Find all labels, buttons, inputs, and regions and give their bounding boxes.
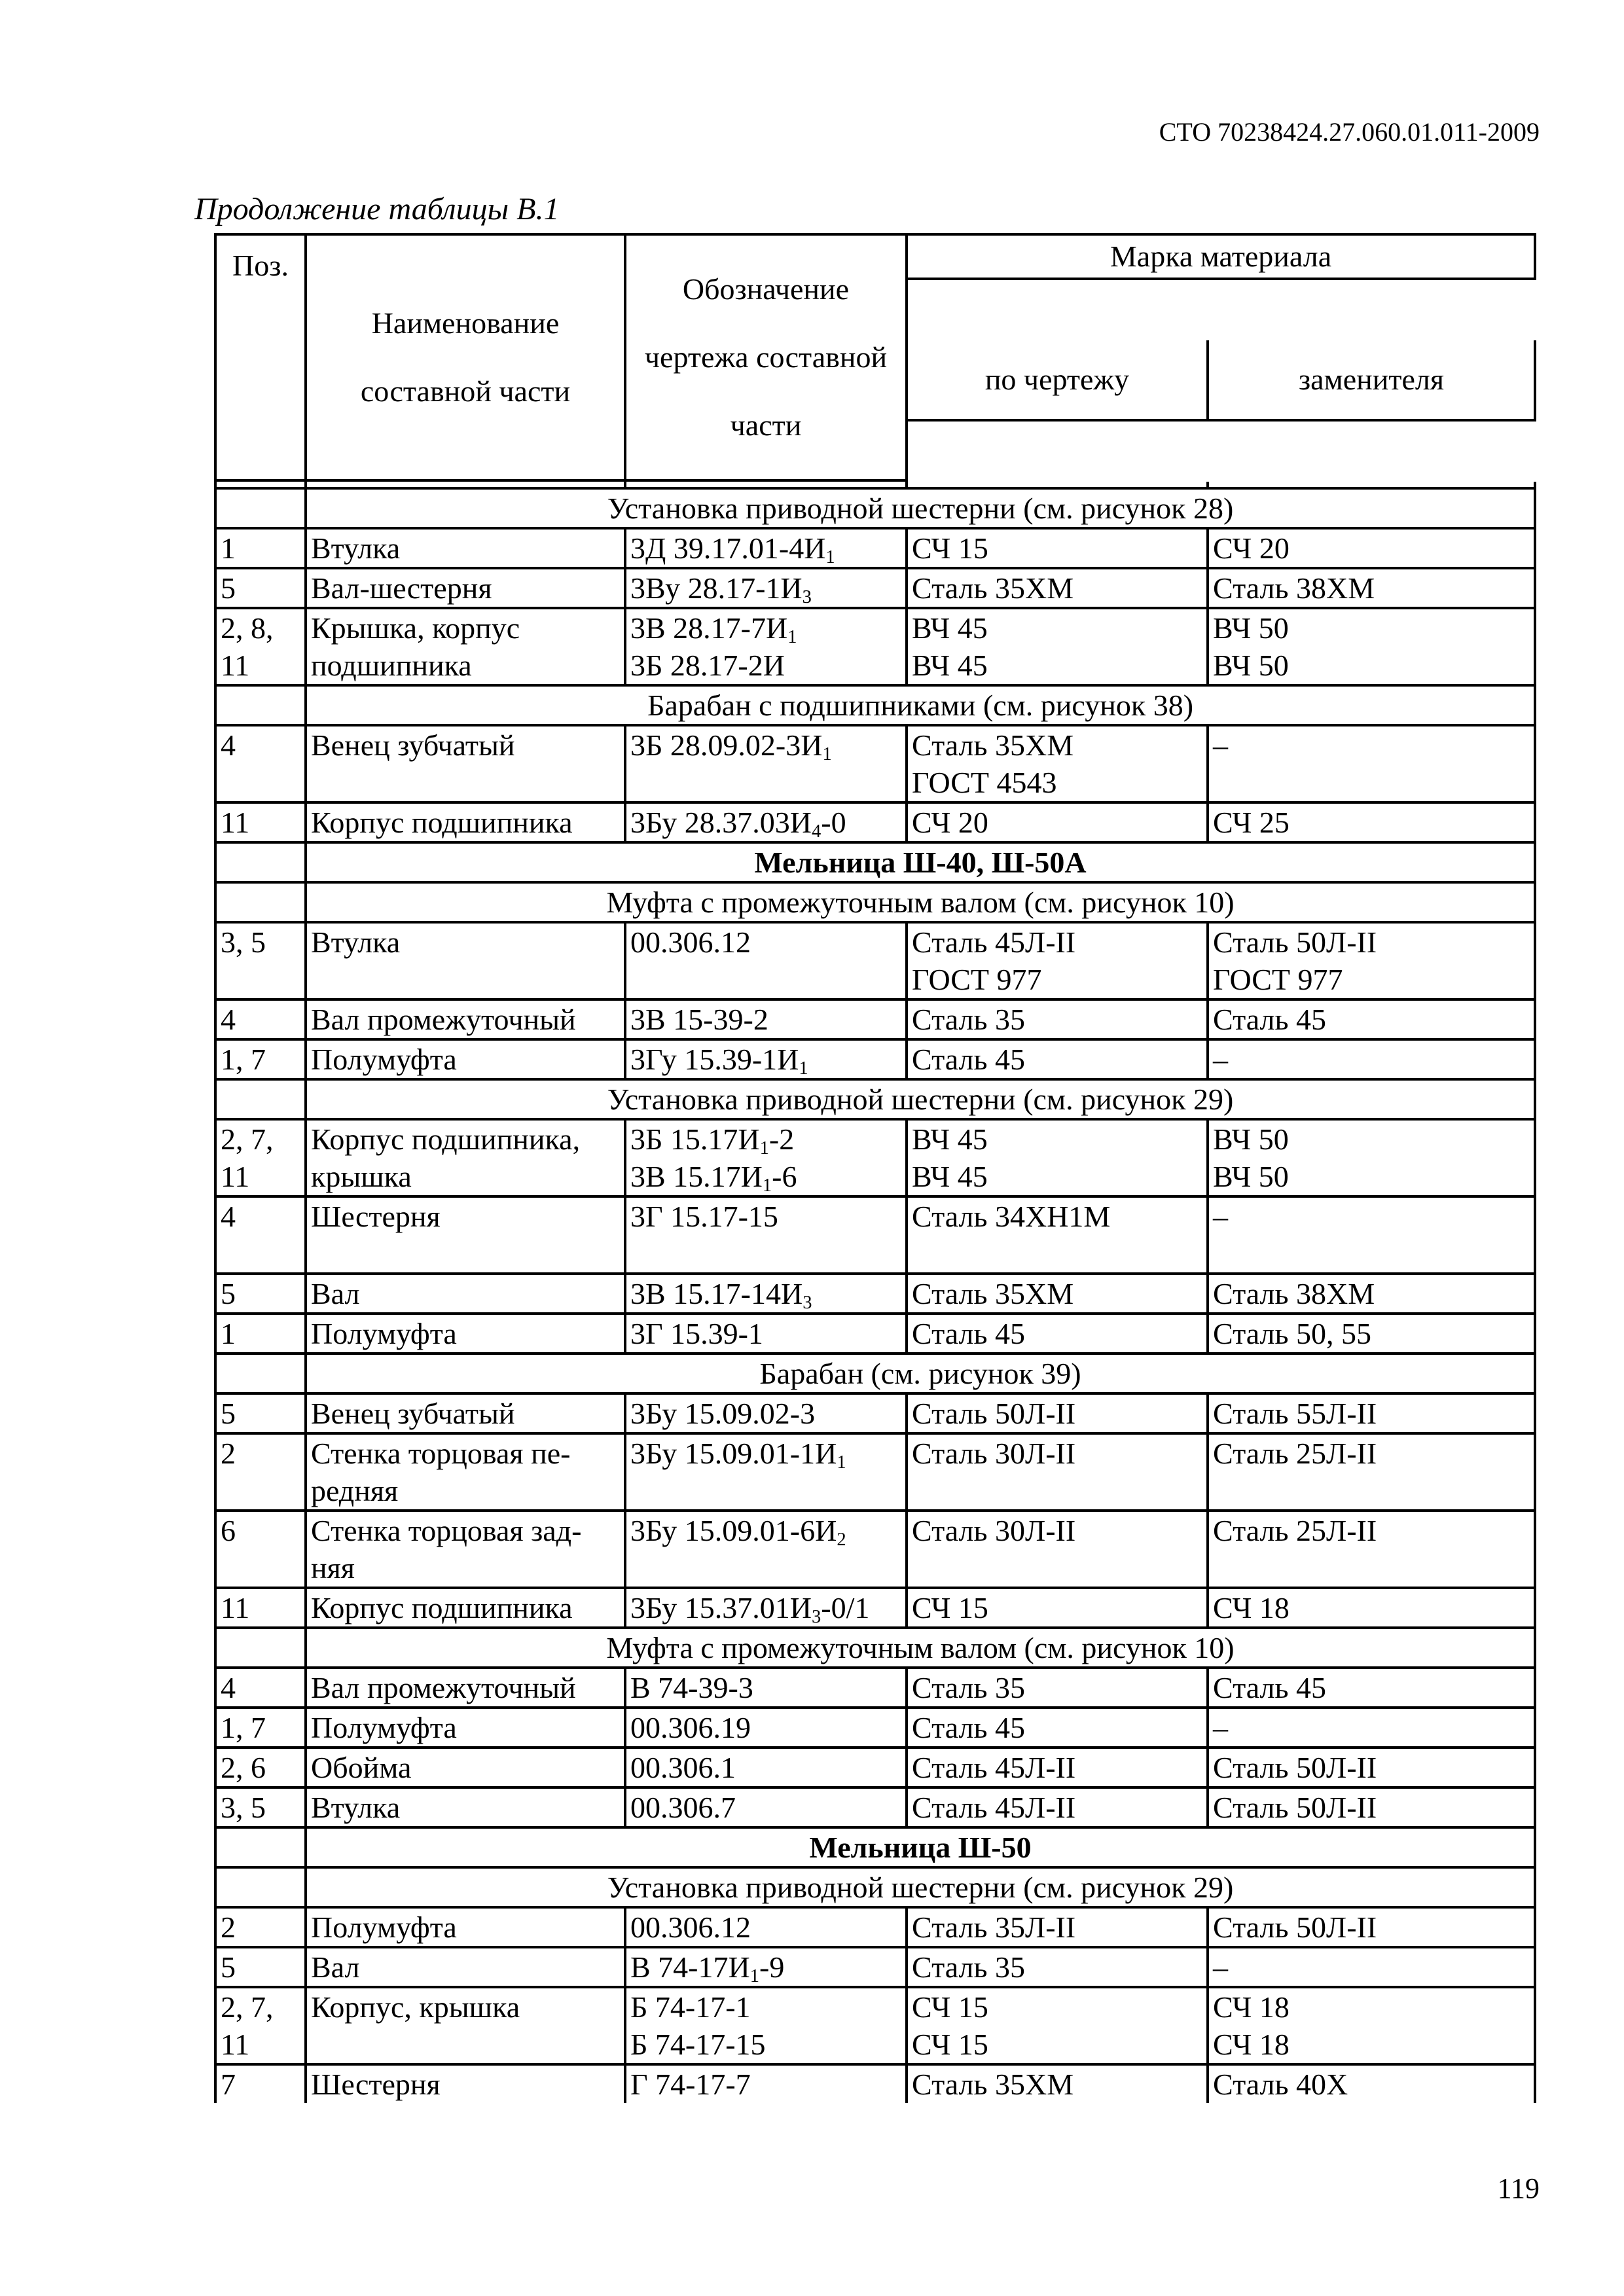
cell-drawing: 3Д $39.17.01-4И_1$ (626, 529, 908, 569)
cell-mat: Сталь 35ХМ ГОСТ 4543 (908, 726, 1209, 804)
cell-name: Корпус подшипника (307, 1589, 626, 1629)
subscript: 2 (837, 1530, 846, 1551)
header-name-line: составной части (360, 374, 571, 408)
subscript: 1 (759, 1138, 769, 1159)
cell-drawing: 00.306.7 (626, 1789, 908, 1829)
cell-drawing: В 74-39-3 (626, 1669, 908, 1709)
cell-sub: Сталь 25Л-II (1209, 1512, 1536, 1589)
table-caption: Продолжение таблицы В.1 (194, 192, 560, 226)
header-by-drawing: по чертежу (908, 340, 1209, 422)
cell-sub: Сталь 50Л-II (1209, 1749, 1536, 1789)
cell-mat: Сталь 30Л-II (908, 1512, 1209, 1589)
cell-sub: – (1209, 726, 1536, 804)
cell-sub: ВЧ 50 ВЧ 50 (1209, 1121, 1536, 1198)
cell-drawing: 3Б $28.09.02-3И_1$ (626, 726, 908, 804)
section-pos-empty (217, 844, 307, 884)
cell-sub: Сталь 40Х (1209, 2066, 1536, 2103)
cell-sub: – (1209, 1041, 1536, 1081)
cell-pos: 5 (217, 569, 307, 609)
cell-mat: Сталь 45Л-II ГОСТ 977 (908, 924, 1209, 1001)
subscript: 1 (762, 1175, 772, 1196)
cell-name: Шестерня (307, 1198, 626, 1275)
subscript: 3 (803, 1293, 812, 1314)
cell-sub: – (1209, 1198, 1536, 1275)
cell-mat: Сталь 34ХН1М (908, 1198, 1209, 1275)
cell-pos: 2, 8, 11 (217, 609, 307, 687)
cell-sub: Сталь 50Л-II ГОСТ 977 (1209, 924, 1536, 1001)
subscript: 3 (802, 587, 812, 608)
section-pos-empty (217, 687, 307, 726)
subscript: 1 (749, 1966, 759, 1987)
section-title: Установка приводной шестерни (см. рисунок 28) (307, 490, 1536, 529)
cell-pos: 11 (217, 804, 307, 844)
cell-pos: 4 (217, 726, 307, 804)
section-title: Барабан (см. рисунок 39) (307, 1355, 1536, 1395)
header-drawing (626, 236, 908, 482)
cell-drawing: 3Бу $28.37.03И_4-0$ (626, 804, 908, 844)
cell-drawing: 3Бу $15.09.01-1И_1$ (626, 1435, 908, 1512)
cell-drawing: 3Г 15.39-1 (626, 1315, 908, 1355)
cell-sub: – (1209, 1709, 1536, 1749)
cell-pos: 5 (217, 1275, 307, 1315)
cell-sub: Сталь 50, 55 (1209, 1315, 1536, 1355)
header-substitute: заменителя (1209, 340, 1536, 422)
header-gap (217, 482, 307, 490)
cell-drawing: 3Бу $15.37.01И_3-0/1$ (626, 1589, 908, 1629)
subscript: 1 (787, 627, 797, 648)
subscript: 1 (837, 1452, 846, 1473)
cell-mat: Сталь 35Л-II (908, 1909, 1209, 1948)
cell-name: Полумуфта (307, 1909, 626, 1948)
cell-sub: Сталь 55Л-II (1209, 1395, 1536, 1435)
cell-name: Стенка торцовая пе- редняя (307, 1435, 626, 1512)
cell-pos: 2 (217, 1435, 307, 1512)
cell-mat: Сталь 35 (908, 1001, 1209, 1041)
cell-sub: Сталь 50Л-II (1209, 1789, 1536, 1829)
cell-mat: Сталь 50Л-II (908, 1395, 1209, 1435)
cell-name: Полумуфта (307, 1709, 626, 1749)
cell-sub: Сталь 45 (1209, 1001, 1536, 1041)
cell-pos: 11 (217, 1589, 307, 1629)
cell-mat: Сталь 35 (908, 1669, 1209, 1709)
cell-sub: – (1209, 1948, 1536, 1988)
cell-pos: 2, 7, 11 (217, 1988, 307, 2066)
cell-mat: Сталь 35 (908, 1948, 1209, 1988)
cell-drawing: 3Бу $15.09.01-6И_2$ (626, 1512, 908, 1589)
cell-drawing: 3В $15.17-14И_3$ (626, 1275, 908, 1315)
cell-drawing: 00.306.1 (626, 1749, 908, 1789)
cell-drawing: 3Гу $15.39-1И_1$ (626, 1041, 908, 1081)
cell-name: Вал промежуточный (307, 1669, 626, 1709)
section-title: Установка приводной шестерни (см. рисунок 29) (307, 1081, 1536, 1121)
section-title-bold: Мельница Ш-50 (307, 1829, 1536, 1869)
header-gap (626, 482, 908, 490)
header-gap (908, 482, 1209, 490)
cell-mat: Сталь 35ХМ (908, 2066, 1209, 2103)
section-pos-empty (217, 1869, 307, 1909)
cell-mat: Сталь 30Л-II (908, 1435, 1209, 1512)
cell-pos: 4 (217, 1669, 307, 1709)
cell-pos: 1, 7 (217, 1041, 307, 1081)
header-gap (307, 482, 626, 490)
cell-pos: 1, 7 (217, 1709, 307, 1749)
cell-mat: СЧ 20 (908, 804, 1209, 844)
cell-mat: Сталь 35ХМ (908, 1275, 1209, 1315)
cell-drawing: Г 74-17-7 (626, 2066, 908, 2103)
section-title: Барабан с подшипниками (см. рисунок 38) (307, 687, 1536, 726)
cell-pos: 2, 6 (217, 1749, 307, 1789)
header-gap (1209, 482, 1536, 490)
cell-mat: ВЧ 45 ВЧ 45 (908, 609, 1209, 687)
cell-sub: Сталь 25Л-II (1209, 1435, 1536, 1512)
subscript: 1 (799, 1058, 808, 1079)
section-pos-empty (217, 1829, 307, 1869)
cell-pos: 2 (217, 1909, 307, 1948)
cell-name: Стенка торцовая зад- няя (307, 1512, 626, 1589)
cell-name: Полумуфта (307, 1315, 626, 1355)
cell-mat: СЧ 15 (908, 529, 1209, 569)
cell-name: Корпус подшипника, крышка (307, 1121, 626, 1198)
cell-name: Венец зубчатый (307, 1395, 626, 1435)
section-pos-empty (217, 1629, 307, 1669)
cell-pos: 4 (217, 1001, 307, 1041)
cell-pos: 3, 5 (217, 1789, 307, 1829)
cell-drawing: 3Бу 15.09.02-3 (626, 1395, 908, 1435)
cell-sub: Сталь 45 (1209, 1669, 1536, 1709)
header-drawing-line: чертежа составной (644, 340, 888, 374)
cell-pos: 2, 7, 11 (217, 1121, 307, 1198)
cell-mat: СЧ 15 (908, 1589, 1209, 1629)
cell-name: Вал (307, 1948, 626, 1988)
cell-name: Корпус, крышка (307, 1988, 626, 2066)
cell-name: Крышка, корпус подшипника (307, 609, 626, 687)
section-pos-empty (217, 490, 307, 529)
section-title: Муфта с промежуточным валом (см. рисунок 10) (307, 1629, 1536, 1669)
cell-mat: Сталь 35ХМ (908, 569, 1209, 609)
cell-mat: Сталь 45 (908, 1315, 1209, 1355)
cell-drawing: 00.306.12 (626, 924, 908, 1001)
cell-drawing: 3Г 15.17-15 (626, 1198, 908, 1275)
cell-sub: СЧ 18 СЧ 18 (1209, 1988, 1536, 2066)
cell-name: Втулка (307, 924, 626, 1001)
header-drawing-line: Обозначение (682, 272, 850, 306)
section-title: Установка приводной шестерни (см. рисунок 29) (307, 1869, 1536, 1909)
cell-drawing: 3Б $15.17И_1-2$ 3В $15.17И_1-6$ (626, 1121, 908, 1198)
cell-name: Корпус подшипника (307, 804, 626, 844)
cell-mat: ВЧ 45 ВЧ 45 (908, 1121, 1209, 1198)
header-name (307, 236, 626, 482)
cell-sub: СЧ 20 (1209, 529, 1536, 569)
cell-name: Полумуфта (307, 1041, 626, 1081)
cell-name: Втулка (307, 529, 626, 569)
header-drawing-line: части (730, 408, 802, 442)
section-pos-empty (217, 884, 307, 924)
cell-mat: Сталь 45Л-II (908, 1749, 1209, 1789)
cell-drawing: 00.306.12 (626, 1909, 908, 1948)
cell-name: Обойма (307, 1749, 626, 1789)
cell-name: Шестерня (307, 2066, 626, 2103)
cell-name: Втулка (307, 1789, 626, 1829)
cell-pos: 1 (217, 1315, 307, 1355)
cell-pos: 1 (217, 529, 307, 569)
cell-mat: СЧ 15 СЧ 15 (908, 1988, 1209, 2066)
subscript: 1 (825, 547, 835, 568)
page-number: 119 (1497, 2172, 1540, 2204)
section-pos-empty (217, 1355, 307, 1395)
section-title-bold: Мельница Ш-40, Ш-50А (307, 844, 1536, 884)
cell-mat: Сталь 45Л-II (908, 1789, 1209, 1829)
cell-mat: Сталь 45 (908, 1709, 1209, 1749)
cell-sub: Сталь 38ХМ (1209, 1275, 1536, 1315)
cell-name: Вал-шестерня (307, 569, 626, 609)
cell-mat: Сталь 45 (908, 1041, 1209, 1081)
header-name-line: Наименование (371, 306, 560, 340)
section-title: Муфта с промежуточным валом (см. рисунок 10) (307, 884, 1536, 924)
cell-drawing: Б 74-17-1 Б 74-17-15 (626, 1988, 908, 2066)
cell-sub: ВЧ 50 ВЧ 50 (1209, 609, 1536, 687)
cell-pos: 5 (217, 1948, 307, 1988)
cell-sub: СЧ 25 (1209, 804, 1536, 844)
cell-drawing: 3В $28.17-7И_1$ 3Б 28.17-2И (626, 609, 908, 687)
cell-drawing: 00.306.19 (626, 1709, 908, 1749)
header-material: Марка материала (908, 236, 1536, 280)
cell-drawing: 3Ву $28.17-1И_3$ (626, 569, 908, 609)
cell-drawing: В $74-17И_1-9$ (626, 1948, 908, 1988)
cell-pos: 3, 5 (217, 924, 307, 1001)
cell-name: Вал промежуточный (307, 1001, 626, 1041)
cell-sub: Сталь 50Л-II (1209, 1909, 1536, 1948)
cell-pos: 7 (217, 2066, 307, 2103)
cell-drawing: 3В 15-39-2 (626, 1001, 908, 1041)
subscript: 1 (822, 744, 832, 765)
subscript: 4 (812, 821, 821, 842)
cell-name: Венец зубчатый (307, 726, 626, 804)
cell-pos: 5 (217, 1395, 307, 1435)
header-pos: Поз. (217, 236, 307, 482)
document-code: СТО 70238424.27.060.01.011-2009 (1159, 117, 1540, 147)
subscript: 3 (812, 1607, 821, 1628)
section-pos-empty (217, 1081, 307, 1121)
cell-pos: 4 (217, 1198, 307, 1275)
cell-sub: СЧ 18 (1209, 1589, 1536, 1629)
cell-sub: Сталь 38ХМ (1209, 569, 1536, 609)
cell-name: Вал (307, 1275, 626, 1315)
cell-pos: 6 (217, 1512, 307, 1589)
materials-table (214, 233, 1536, 2103)
